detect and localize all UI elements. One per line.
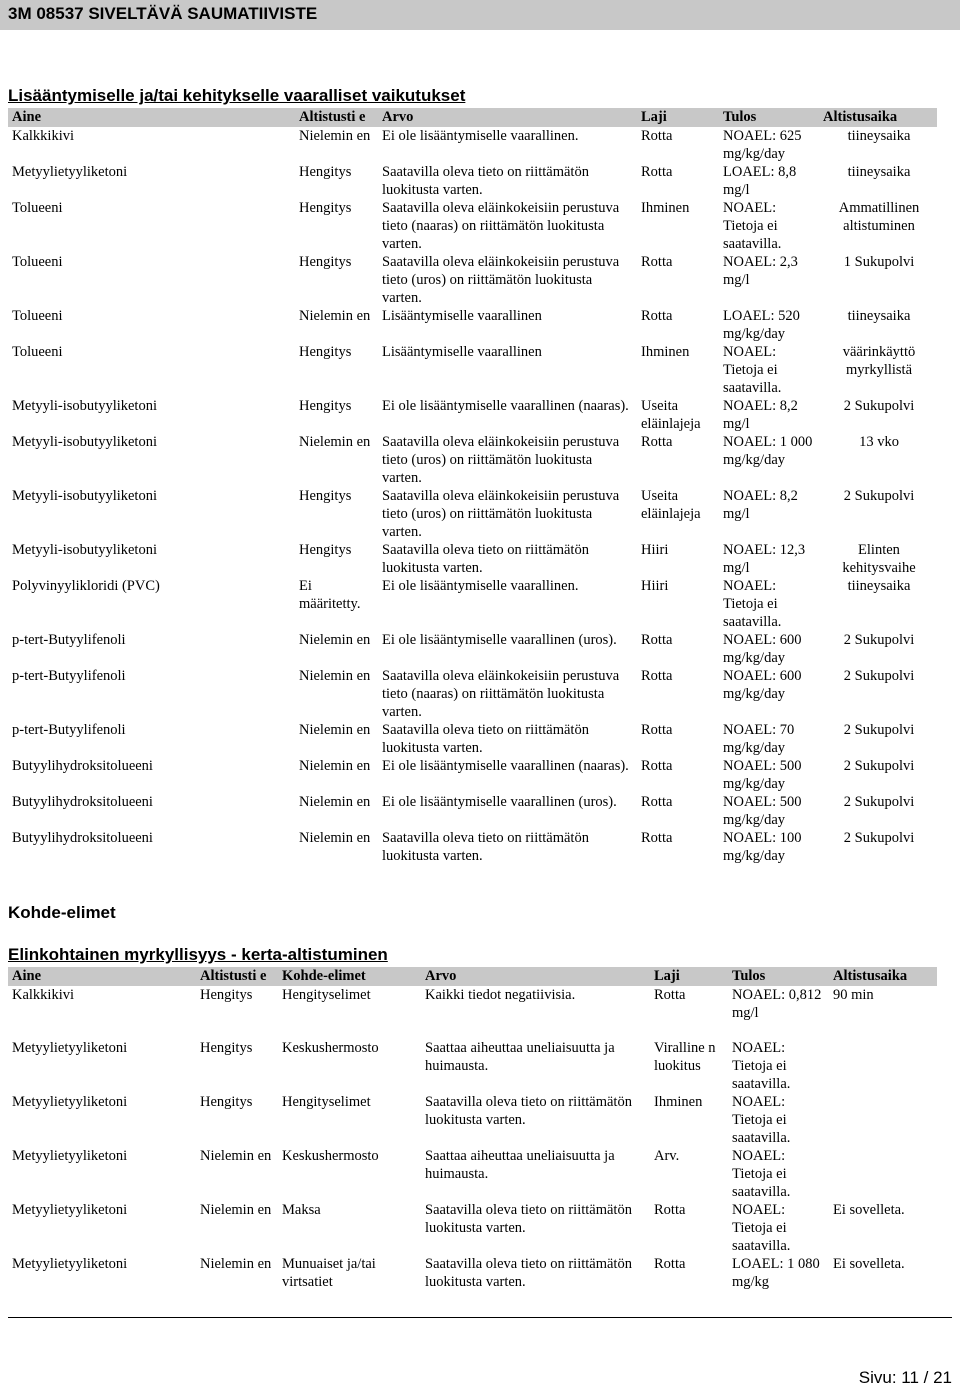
table-row — [8, 487, 937, 541]
table-cell: Butyylihydroksitolueeni — [12, 758, 153, 774]
table-cell: Ei ole lisääntymiselle vaarallinen (uros). — [382, 794, 617, 810]
table-cell: Kalkkikivi — [12, 128, 75, 144]
table-row — [8, 1039, 937, 1093]
table-cell: Rotta — [641, 722, 673, 738]
table-cell: Useita eläinlajeja — [641, 398, 701, 432]
table-cell: Hengitys — [299, 398, 352, 414]
table-row — [8, 793, 937, 829]
table-header-row — [8, 967, 937, 986]
table-cell: NOAEL: 500 mg/kg/day — [723, 758, 802, 792]
table-cell: NOAEL: 500 mg/kg/day — [723, 794, 802, 828]
table-cell: Keskushermosto — [282, 1148, 379, 1164]
page-number: Sivu: 11 / 21 — [858, 1368, 952, 1387]
table-cell: Nielemin en — [299, 758, 371, 774]
table-cell: Rotta — [654, 1202, 686, 1218]
table-row — [8, 577, 937, 631]
table-cell: Rotta — [641, 128, 673, 144]
table-cell: Nielemin en — [200, 1256, 272, 1272]
table-cell: Saatavilla oleva tieto on riittämätön luokitusta varten. — [382, 722, 589, 756]
table-cell: Hengitys — [299, 254, 352, 270]
column-header: Arvo — [421, 967, 650, 986]
table-cell: Ammatillinen altistuminen — [838, 200, 920, 234]
table-cell: tiineysaika — [847, 128, 911, 144]
table-cell: NOAEL: 8,2 mg/l — [723, 398, 798, 432]
table-cell: Hengitys — [299, 542, 352, 558]
section-target-organs-heading: Kohde-elimet — [8, 903, 116, 922]
table-cell: Maksa — [282, 1202, 321, 1218]
document-header — [0, 0, 960, 30]
table-cell: Rotta — [641, 254, 673, 270]
column-header: Aine — [8, 967, 196, 986]
table-cell: Rotta — [641, 794, 673, 810]
table-cell: Saattaa aiheuttaa uneliaisuutta ja huimausta. — [425, 1040, 615, 1074]
column-header: Tulos — [719, 108, 819, 127]
table-row — [8, 1093, 937, 1147]
table-cell: Nielemin en — [200, 1202, 272, 1218]
table-cell: Nielemin en — [299, 308, 371, 324]
table-cell: Butyylihydroksitolueeni — [12, 830, 153, 846]
column-header: Altistusti e — [295, 108, 378, 127]
table-cell: Saatavilla oleva eläinkokeisiin perustuva tieto (naaras) on riittämätön luokitusta varten. — [382, 668, 620, 720]
table-cell: NOAEL: 70 mg/kg/day — [723, 722, 795, 756]
table-cell: NOAEL: Tietoja ei saatavilla. — [732, 1148, 791, 1200]
table-cell: Tolueeni — [12, 308, 63, 324]
table-cell: NOAEL: 8,2 mg/l — [723, 488, 798, 522]
table-cell: Tolueeni — [12, 344, 63, 360]
table-row — [8, 397, 937, 433]
table-cell: 13 vko — [859, 434, 899, 450]
column-header: Kohde-elimet — [278, 967, 421, 986]
table-cell: väärinkäyttö myrkyllistä — [842, 344, 916, 378]
table-cell: Rotta — [641, 668, 673, 684]
table-row — [8, 253, 937, 307]
section-reproductive-title: Lisääntymiselle ja/tai kehitykselle vaaralliset vaikutukset — [8, 86, 466, 105]
table-row — [8, 343, 937, 397]
table-cell: p-tert-Butyylifenoli — [12, 722, 126, 738]
table-cell: NOAEL: 600 mg/kg/day — [723, 632, 802, 666]
table-cell: Metyylietyyliketoni — [12, 164, 128, 180]
table-cell: Nielemin en — [299, 128, 371, 144]
table-cell: Hengitys — [200, 1040, 253, 1056]
table-cell: 2 Sukupolvi — [843, 632, 915, 648]
table-cell: NOAEL: 12,3 mg/l — [723, 542, 806, 576]
table-row — [8, 1147, 937, 1201]
table-cell: Hengitys — [299, 200, 352, 216]
table-cell: Hiiri — [641, 542, 669, 558]
table-cell: p-tert-Butyylifenoli — [12, 632, 126, 648]
column-header: Tulos — [728, 967, 829, 986]
reproductive-effects-table — [8, 108, 937, 865]
table-cell: Ei määritetty. — [299, 578, 361, 612]
table-cell: NOAEL: Tietoja ei saatavilla. — [732, 1040, 791, 1092]
table-cell: Butyylihydroksitolueeni — [12, 794, 153, 810]
table-cell: Tolueeni — [12, 254, 63, 270]
table-cell: Viralline n luokitus — [654, 1040, 716, 1074]
single-exposure-table — [8, 967, 937, 1308]
table-cell: Saatavilla oleva eläinkokeisiin perustuva tieto (uros) on riittämätön luokitusta varten. — [382, 434, 620, 486]
table-cell: Polyvinyylikloridi (PVC) — [12, 578, 160, 594]
table-cell: NOAEL: Tietoja ei saatavilla. — [732, 1094, 791, 1146]
table-cell: Rotta — [654, 1256, 686, 1272]
table-cell: Ei ole lisääntymiselle vaarallinen. — [382, 578, 579, 594]
table-row — [8, 986, 937, 1039]
table-cell: Nielemin en — [299, 668, 371, 684]
table-cell: Ei ole lisääntymiselle vaarallinen (naaras). — [382, 398, 629, 414]
table-cell: NOAEL: 0,812 mg/l — [732, 987, 822, 1021]
table-cell: tiineysaika — [847, 308, 911, 324]
table-cell: Tolueeni — [12, 200, 63, 216]
table-cell: Lisääntymiselle vaarallinen — [382, 344, 542, 360]
column-header: Laji — [650, 967, 728, 986]
table-cell: Metyyli-isobutyyliketoni — [12, 398, 157, 414]
table-row — [8, 829, 937, 865]
table-cell: Saatavilla oleva tieto on riittämätön luokitusta varten. — [425, 1256, 632, 1290]
table-cell: 2 Sukupolvi — [843, 398, 915, 414]
table-cell: Nielemin en — [299, 830, 371, 846]
table-cell: NOAEL: 2,3 mg/l — [723, 254, 798, 288]
table-cell: Arv. — [654, 1148, 680, 1164]
table-cell: Saattaa aiheuttaa uneliaisuutta ja huimausta. — [425, 1148, 615, 1182]
table-cell: Kaikki tiedot negatiivisia. — [425, 987, 576, 1003]
table-cell: 1 Sukupolvi — [843, 254, 915, 270]
table-cell — [829, 1093, 937, 1147]
table-cell: NOAEL: Tietoja ei saatavilla. — [732, 1202, 791, 1254]
table-cell: NOAEL: 600 mg/kg/day — [723, 668, 802, 702]
table-cell: Munuaiset ja/tai virtsatiet — [282, 1256, 376, 1290]
table-cell: Saatavilla oleva eläinkokeisiin perustuva tieto (uros) on riittämätön luokitusta varten. — [382, 254, 620, 306]
table-cell: NOAEL: 100 mg/kg/day — [723, 830, 802, 864]
table-cell: Saatavilla oleva eläinkokeisiin perustuva tieto (naaras) on riittämätön luokitusta varten. — [382, 200, 620, 252]
table-cell: tiineysaika — [847, 164, 911, 180]
table-cell: tiineysaika — [847, 578, 911, 594]
table-row — [8, 1255, 937, 1308]
table-cell: Hengityselimet — [282, 1094, 371, 1110]
table-cell: Rotta — [641, 830, 673, 846]
table-cell: Ei ole lisääntymiselle vaarallinen (naaras). — [382, 758, 629, 774]
table-row — [8, 433, 937, 487]
table-cell: Nielemin en — [200, 1148, 272, 1164]
table-cell: 2 Sukupolvi — [843, 830, 915, 846]
table-cell: Metyylietyyliketoni — [12, 1040, 128, 1056]
table-cell: p-tert-Butyylifenoli — [12, 668, 126, 684]
table-cell: Hengitys — [200, 1094, 253, 1110]
table-cell: NOAEL: Tietoja ei saatavilla. — [723, 200, 782, 252]
table-cell: Ihminen — [654, 1094, 703, 1110]
table-cell: Metyyli-isobutyyliketoni — [12, 542, 157, 558]
table-cell: Rotta — [641, 632, 673, 648]
table-cell: 90 min — [833, 987, 874, 1003]
table-cell: Nielemin en — [299, 434, 371, 450]
table-cell: Metyylietyyliketoni — [12, 1256, 128, 1272]
section-single-exposure-title: Elinkohtainen myrkyllisyys - kerta-altistuminen — [8, 945, 388, 964]
column-header: Altistusti e — [196, 967, 278, 986]
column-header: Aine — [8, 108, 295, 127]
table-row — [8, 757, 937, 793]
table-cell: Hengitys — [299, 344, 352, 360]
table-header-row — [8, 108, 937, 127]
table-cell: Hiiri — [641, 578, 669, 594]
table-cell: Keskushermosto — [282, 1040, 379, 1056]
table-cell: Hengityselimet — [282, 987, 371, 1003]
table-cell: NOAEL: 1 000 mg/kg/day — [723, 434, 813, 468]
table-cell: 2 Sukupolvi — [843, 668, 915, 684]
table-cell: Rotta — [641, 308, 673, 324]
column-header: Altistusaika — [829, 967, 937, 986]
table-cell: Rotta — [641, 434, 673, 450]
table-cell: Metyyli-isobutyyliketoni — [12, 488, 157, 504]
table-cell — [829, 1039, 937, 1093]
table-row — [8, 667, 937, 721]
table-cell: 2 Sukupolvi — [843, 488, 915, 504]
document-title: 3M 08537 SIVELTÄVÄ SAUMATIIVISTE — [8, 4, 318, 23]
table-cell: Lisääntymiselle vaarallinen — [382, 308, 542, 324]
table-cell: 2 Sukupolvi — [843, 758, 915, 774]
table-cell: Metyyli-isobutyyliketoni — [12, 434, 157, 450]
table-cell: Rotta — [641, 758, 673, 774]
table-row — [8, 307, 937, 343]
table-cell: Saatavilla oleva tieto on riittämätön luokitusta varten. — [382, 542, 589, 576]
table-row — [8, 1201, 937, 1255]
table-cell: 2 Sukupolvi — [843, 794, 915, 810]
column-header: Laji — [637, 108, 719, 127]
footer-divider — [8, 1317, 952, 1318]
table-row — [8, 199, 937, 253]
table-cell: Metyylietyyliketoni — [12, 1202, 128, 1218]
table-cell: LOAEL: 1 080 mg/kg — [732, 1256, 820, 1290]
table-cell — [829, 1147, 937, 1201]
table-cell: Ei sovelleta. — [833, 1256, 905, 1272]
table-cell: Nielemin en — [299, 722, 371, 738]
table-cell: Saatavilla oleva tieto on riittämätön luokitusta varten. — [382, 830, 589, 864]
table-cell: Saatavilla oleva tieto on riittämätön luokitusta varten. — [425, 1094, 632, 1128]
table-cell: NOAEL: 625 mg/kg/day — [723, 128, 802, 162]
table-cell: Nielemin en — [299, 632, 371, 648]
table-cell: Kalkkikivi — [12, 987, 75, 1003]
column-header: Arvo — [378, 108, 637, 127]
column-header: Altistusaika — [819, 108, 937, 127]
table-cell: Rotta — [641, 164, 673, 180]
table-cell: Ei ole lisääntymiselle vaarallinen (uros). — [382, 632, 617, 648]
table-row — [8, 721, 937, 757]
table-cell: 2 Sukupolvi — [843, 722, 915, 738]
table-cell: Hengitys — [299, 164, 352, 180]
table-row — [8, 631, 937, 667]
table-cell: LOAEL: 520 mg/kg/day — [723, 308, 800, 342]
table-cell: Ei ole lisääntymiselle vaarallinen. — [382, 128, 579, 144]
table-cell: Saatavilla oleva tieto on riittämätön luokitusta varten. — [425, 1202, 632, 1236]
table-cell: NOAEL: Tietoja ei saatavilla. — [723, 578, 782, 630]
table-cell: LOAEL: 8,8 mg/l — [723, 164, 797, 198]
table-cell: Metyylietyyliketoni — [12, 1094, 128, 1110]
table-cell: Nielemin en — [299, 794, 371, 810]
table-cell: Rotta — [654, 987, 686, 1003]
table-cell: Useita eläinlajeja — [641, 488, 701, 522]
table-cell: Metyylietyyliketoni — [12, 1148, 128, 1164]
table-cell: Saatavilla oleva tieto on riittämätön luokitusta varten. — [382, 164, 589, 198]
table-cell: Hengitys — [299, 488, 352, 504]
table-cell: Ei sovelleta. — [833, 1202, 905, 1218]
table-cell: Ihminen — [641, 344, 690, 360]
table-cell: Ihminen — [641, 200, 690, 216]
table-row — [8, 127, 937, 163]
table-row — [8, 163, 937, 199]
table-cell: Saatavilla oleva eläinkokeisiin perustuva tieto (uros) on riittämätön luokitusta varten. — [382, 488, 620, 540]
table-cell: NOAEL: Tietoja ei saatavilla. — [723, 344, 782, 396]
table-row — [8, 541, 937, 577]
table-cell: Hengitys — [200, 987, 253, 1003]
table-cell: Elinten kehitysvaihe — [842, 542, 916, 576]
